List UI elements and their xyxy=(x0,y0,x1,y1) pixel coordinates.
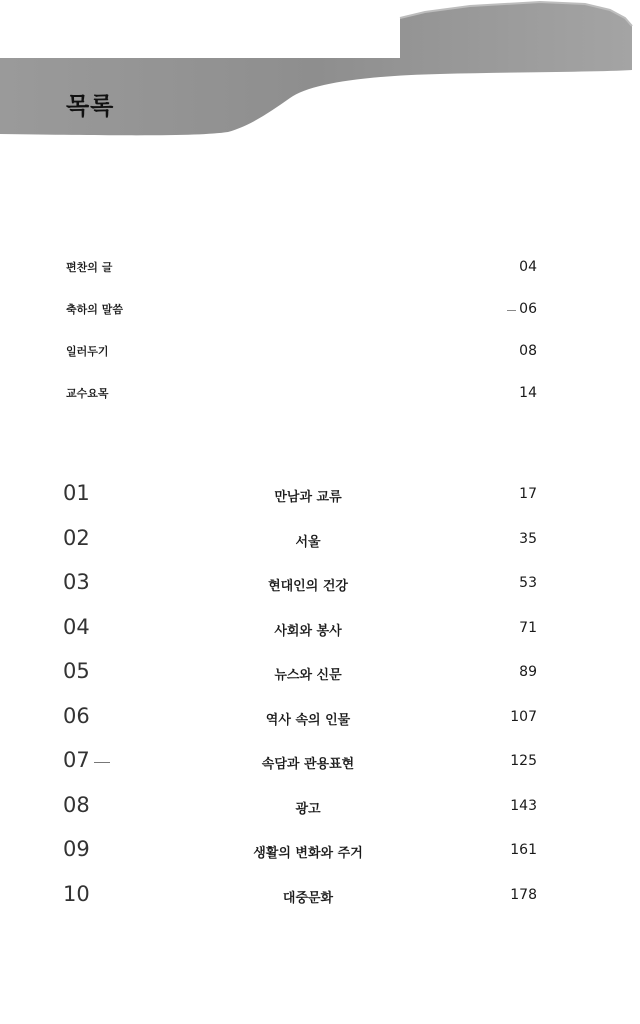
chapter-page: 178 xyxy=(510,887,537,903)
divider xyxy=(507,310,516,311)
chapter-row[interactable] xyxy=(0,793,640,819)
chapter-title: 생활의 변화와 주거 xyxy=(253,846,363,861)
chapter-page: 17 xyxy=(519,486,537,502)
chapter-title: 대중문화 xyxy=(282,891,334,906)
chapter-page: 125 xyxy=(510,753,537,769)
chapter-row[interactable] xyxy=(0,659,640,685)
chapter-row[interactable] xyxy=(0,837,640,863)
chapter-number: 01 xyxy=(63,481,90,505)
chapter-title: 광고 xyxy=(295,802,321,817)
chapter-page: 53 xyxy=(519,575,537,591)
chapter-row[interactable] xyxy=(0,526,640,552)
chapter-page: 143 xyxy=(510,798,537,814)
chapter-number: 02 xyxy=(63,526,90,550)
chapter-row[interactable] xyxy=(0,748,640,774)
chapter-number: 04 xyxy=(63,615,90,639)
entry-page: 14 xyxy=(519,385,537,401)
divider xyxy=(94,762,110,763)
page-title: 목록 xyxy=(66,92,115,120)
chapter-title: 속담과 관용표현 xyxy=(261,757,355,772)
chapter-page: 107 xyxy=(510,709,537,725)
chapter-title: 현대인의 건강 xyxy=(268,579,348,594)
entry-label: 일러두기 xyxy=(66,345,109,358)
chapter-row[interactable] xyxy=(0,615,640,641)
entry-label: 축하의 말씀 xyxy=(66,303,123,316)
chapter-page: 35 xyxy=(519,531,537,547)
chapter-number: 03 xyxy=(63,570,90,594)
entry-page: 04 xyxy=(519,259,537,275)
list-item[interactable] xyxy=(0,301,640,321)
chapter-page: 71 xyxy=(519,620,537,636)
chapter-title: 만남과 교류 xyxy=(274,490,342,505)
list-item[interactable] xyxy=(0,343,640,363)
list-item[interactable] xyxy=(0,385,640,405)
chapter-title: 뉴스와 신문 xyxy=(274,668,342,683)
chapter-title: 역사 속의 인물 xyxy=(265,713,351,728)
chapter-page: 161 xyxy=(510,842,537,858)
chapter-page: 89 xyxy=(519,664,537,680)
chapter-row[interactable] xyxy=(0,481,640,507)
chapter-row[interactable] xyxy=(0,570,640,596)
chapter-number: 10 xyxy=(63,882,90,906)
chapter-number: 07 xyxy=(63,748,90,772)
entry-page: 06 xyxy=(519,301,537,317)
entry-label: 교수요목 xyxy=(66,387,109,400)
chapter-row[interactable] xyxy=(0,704,640,730)
entry-label: 편찬의 글 xyxy=(66,261,113,274)
entry-page: 08 xyxy=(519,343,537,359)
chapter-number: 05 xyxy=(63,659,90,683)
chapter-number: 08 xyxy=(63,793,90,817)
chapter-title: 사회와 봉사 xyxy=(274,624,342,639)
list-item[interactable] xyxy=(0,259,640,279)
chapter-number: 09 xyxy=(63,837,90,861)
chapter-title: 서울 xyxy=(295,535,321,550)
chapter-number: 06 xyxy=(63,704,90,728)
chapter-row[interactable] xyxy=(0,882,640,908)
